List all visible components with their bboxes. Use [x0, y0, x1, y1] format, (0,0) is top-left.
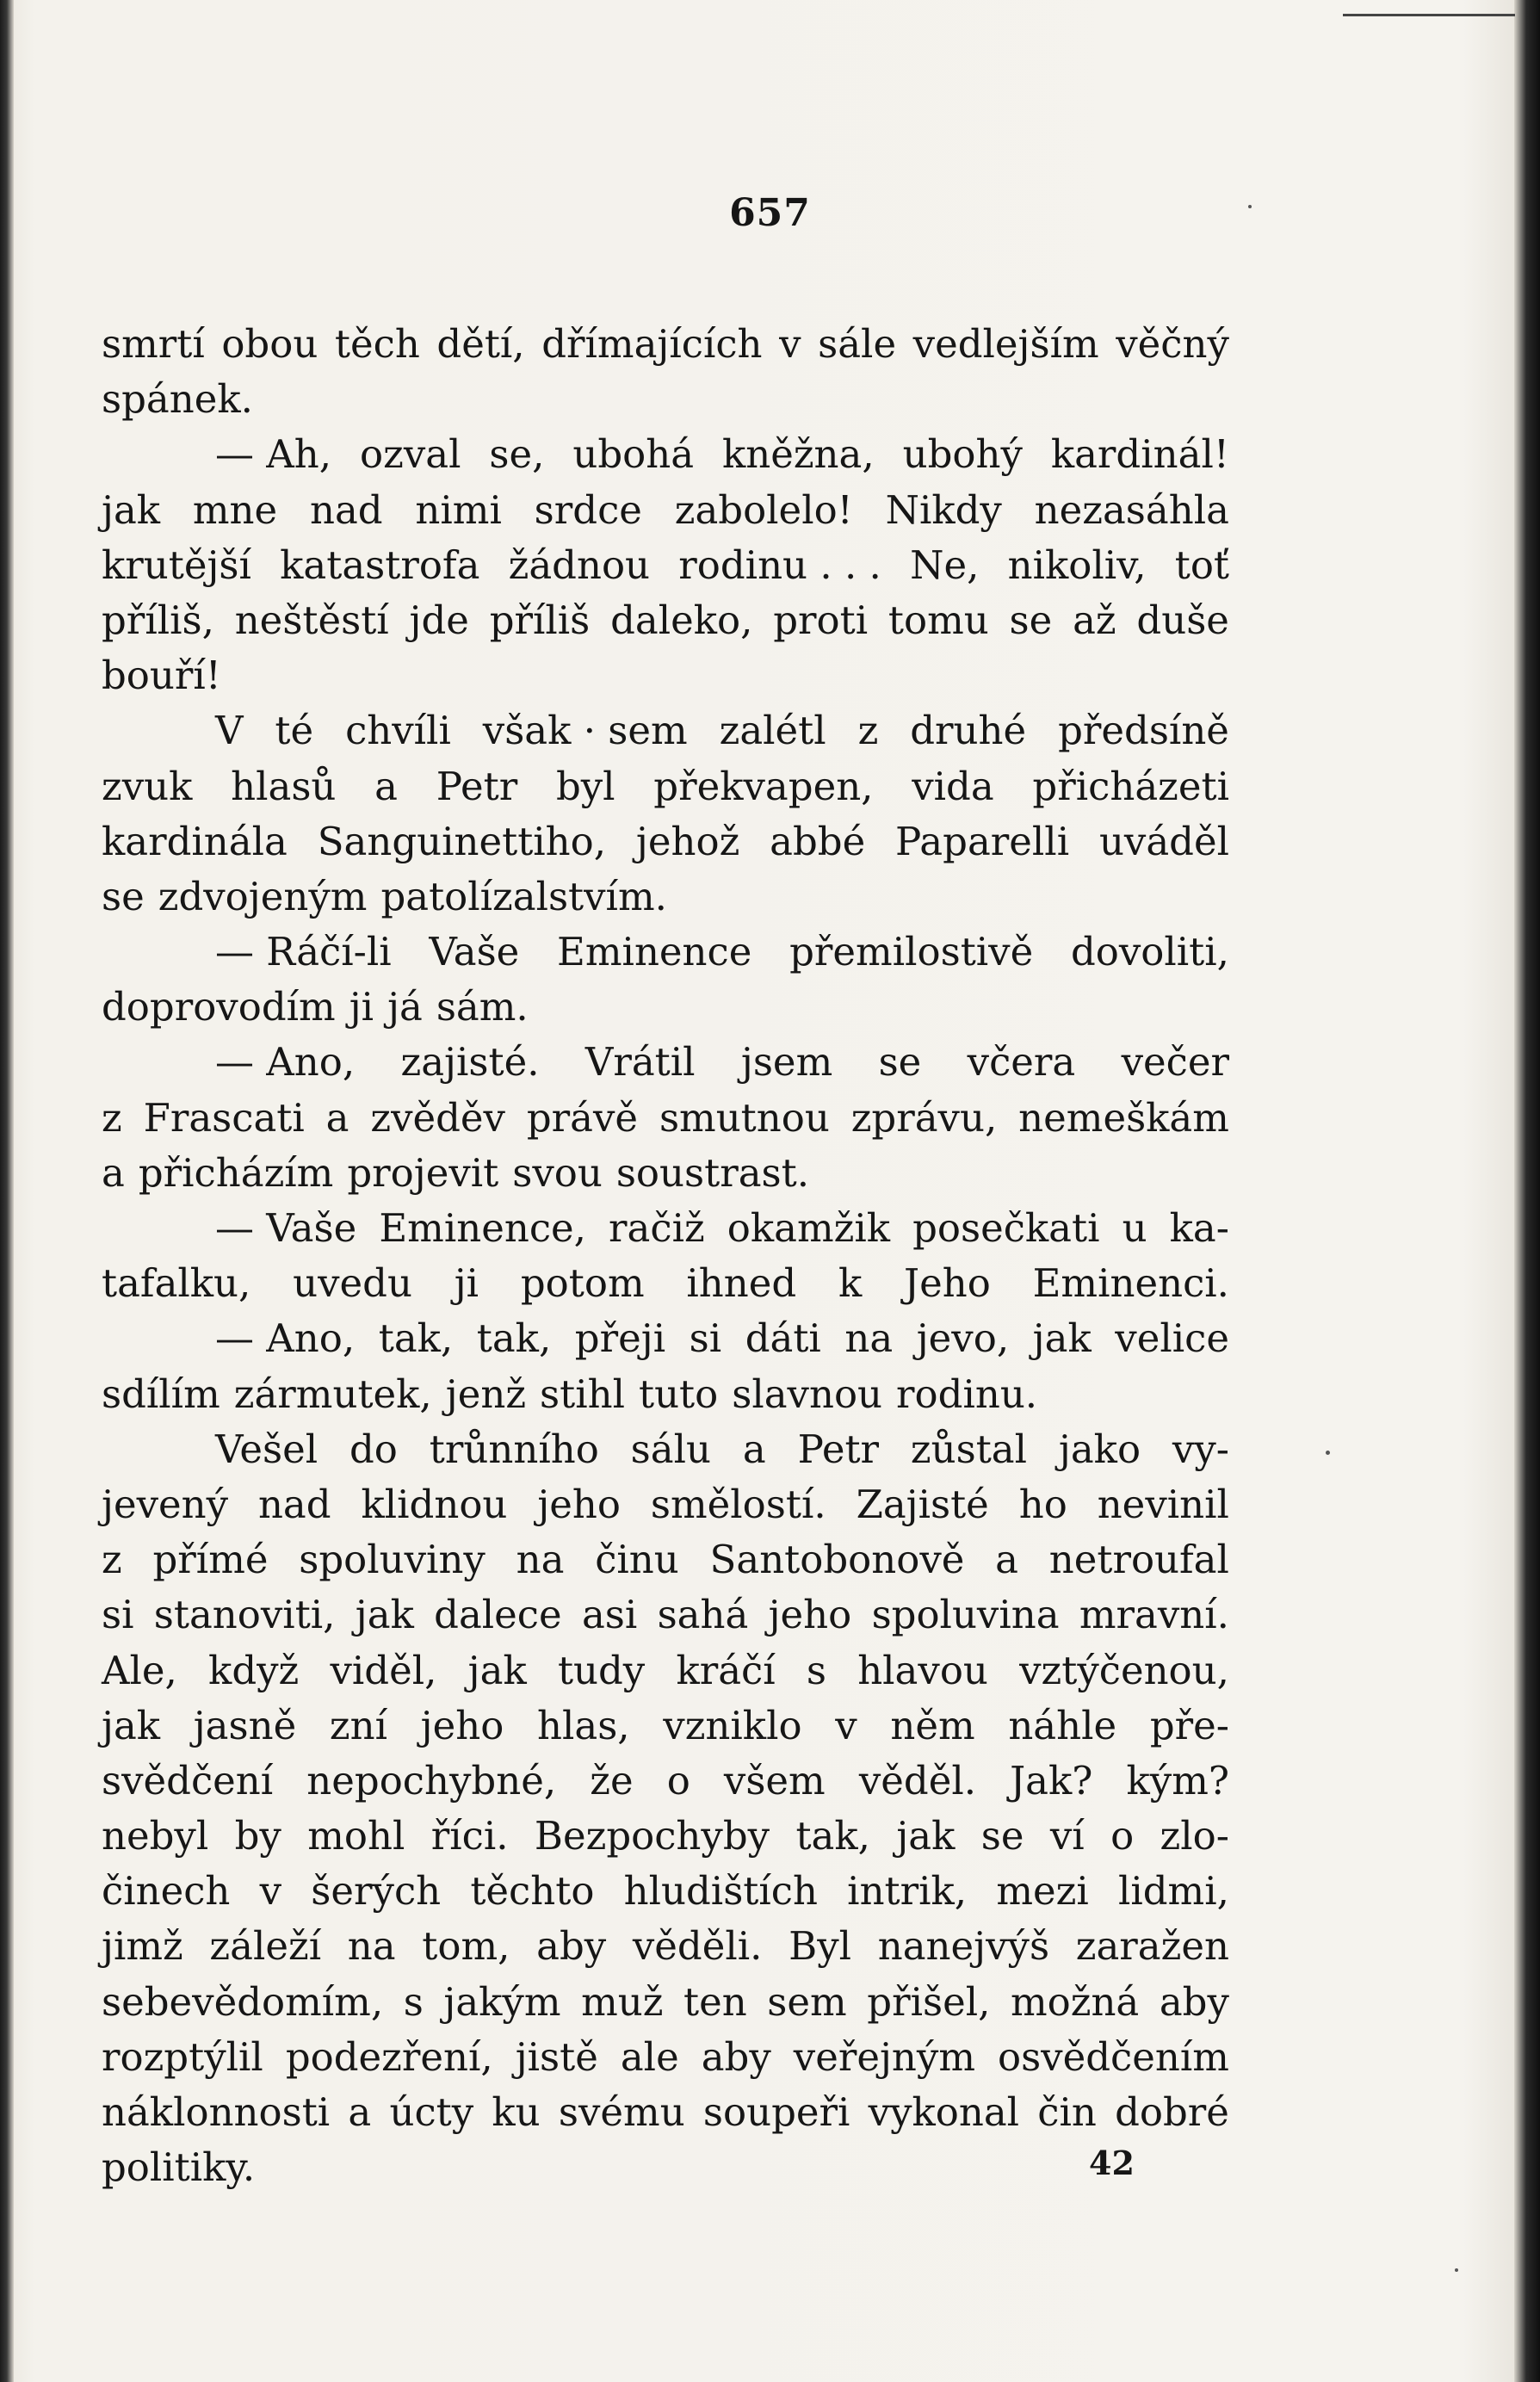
word: nanejvýš [877, 1923, 1050, 1970]
word: v [259, 1868, 282, 1915]
word: přicházím [138, 1149, 334, 1196]
word: tuto [638, 1370, 719, 1417]
word: projevit [347, 1149, 499, 1196]
word: ozval [360, 431, 461, 478]
word: velice [1115, 1315, 1229, 1362]
text-line [102, 2140, 1229, 2195]
word: říci. [430, 1813, 509, 1859]
word: na [516, 1537, 565, 1583]
text-line [102, 1754, 1229, 1809]
word: zprávu, [850, 1094, 998, 1141]
word: k [838, 1260, 863, 1307]
word: vy- [1172, 1426, 1229, 1472]
word: jehož [635, 818, 740, 864]
word: Vrátil [584, 1039, 696, 1086]
word: jimž [102, 1923, 183, 1970]
paper-speck [1326, 1451, 1330, 1455]
text-line [102, 593, 1229, 648]
word: zůstal [910, 1426, 1028, 1472]
word: politiky. [102, 2144, 256, 2191]
word: překvapen, [653, 763, 874, 809]
word: ho [1018, 1481, 1067, 1527]
word: u [1122, 1205, 1147, 1251]
word: Nikdy [885, 486, 1002, 533]
word: tak, [476, 1315, 552, 1362]
word: možná [1010, 1978, 1140, 2025]
word: smutnou [659, 1094, 830, 1141]
word: by [234, 1813, 281, 1859]
word: sdílím [102, 1370, 220, 1417]
word: však · sem [482, 708, 688, 754]
word: kardinál! [1050, 431, 1229, 478]
word: zalétl [719, 708, 826, 754]
scan-edge-mark [1343, 14, 1515, 16]
word: přemilostivě [789, 929, 1034, 975]
word: ví [1049, 1813, 1085, 1859]
text-line [102, 1919, 1229, 1974]
word: — Ah, [215, 431, 332, 478]
word: jde [409, 597, 469, 643]
word: ku [492, 2089, 541, 2135]
word: jakým [443, 1978, 561, 2025]
word: a [102, 1149, 125, 1196]
word: ihned [686, 1260, 797, 1307]
word: netroufal [1048, 1537, 1229, 1583]
word: na [844, 1315, 894, 1362]
word: jenž [445, 1370, 527, 1417]
word: potom [520, 1260, 645, 1307]
paper-speck [1248, 205, 1252, 208]
word: a [995, 1537, 1018, 1583]
word: přímé [152, 1537, 269, 1583]
word: dobré [1115, 2089, 1229, 2135]
word: úcty [389, 2089, 474, 2135]
word: o [666, 1757, 690, 1804]
word: jak [355, 1592, 414, 1638]
word: Eminence, [379, 1205, 586, 1251]
word: zdvojeným [158, 873, 368, 919]
word: slavnou [732, 1370, 883, 1417]
word: spoluviny [299, 1537, 486, 1583]
word: soupeři [702, 2089, 850, 2135]
word: všem [723, 1757, 826, 1804]
word: jak [1032, 1315, 1092, 1362]
word: se [102, 873, 145, 919]
word: rodinu . . . [678, 541, 881, 588]
word: nimi [415, 486, 502, 533]
word: okamžik [727, 1205, 891, 1251]
word: Paparelli [895, 818, 1070, 864]
text-line [102, 538, 1229, 593]
word: srdce [534, 486, 642, 533]
word: aby [701, 2033, 771, 2080]
word: — Vaše [215, 1205, 357, 1251]
word: nepochybné, [306, 1757, 557, 1804]
word: jsem [740, 1039, 833, 1086]
word: smrtí [102, 321, 205, 367]
text-line [102, 1698, 1229, 1754]
word: hlas, [537, 1702, 630, 1748]
word: zaražen [1075, 1923, 1229, 1970]
text-line [102, 1422, 1229, 1477]
word: s [403, 1978, 424, 2025]
word: kardinála [102, 818, 288, 864]
word: nad [309, 486, 383, 533]
word: asi [581, 1592, 638, 1638]
word: zní [329, 1702, 387, 1748]
word: daleko, [610, 597, 753, 643]
word: se, [489, 431, 545, 478]
word: jak [896, 1813, 956, 1859]
text-line [102, 869, 1229, 925]
text-line [102, 814, 1229, 869]
word: tom, [422, 1923, 510, 1970]
text-line [102, 1643, 1229, 1698]
word: — Ráčí-li [215, 929, 392, 975]
word: Sanguinettiho, [317, 818, 607, 864]
word: podezření, [285, 2033, 493, 2080]
word: příliš, [102, 597, 214, 643]
text-line [102, 1809, 1229, 1864]
word: dětí, [436, 321, 525, 367]
word: bouří! [102, 653, 221, 699]
word: sám. [436, 984, 529, 1030]
word: V [215, 708, 244, 754]
word: vykonal [868, 2089, 1020, 2135]
text-line [102, 703, 1229, 758]
page-left-edge [0, 0, 14, 2382]
word: sahá [657, 1592, 749, 1638]
body-text [102, 317, 1229, 2195]
page-number: 657 [729, 191, 811, 235]
word: zármutek, [233, 1370, 432, 1417]
page-right-edge [1514, 0, 1540, 2382]
word: ka- [1169, 1205, 1229, 1251]
word: aby [536, 1923, 607, 1970]
word: mne [192, 486, 278, 533]
word: — Ano, [215, 1039, 356, 1086]
word: Zajisté [856, 1481, 989, 1527]
word: vztýčenou, [1019, 1647, 1229, 1693]
word: hludištích [623, 1868, 818, 1915]
word: tomu [888, 597, 989, 643]
word: rodinu. [896, 1370, 1038, 1417]
word: krutější [102, 541, 251, 588]
text-line [102, 759, 1229, 814]
word: nikoliv, [1007, 541, 1147, 588]
word: byl [555, 763, 615, 809]
word: ji [454, 1260, 479, 1307]
word: jasně [193, 1702, 297, 1748]
word: si [102, 1592, 134, 1638]
word: hlavou [857, 1647, 988, 1693]
word: věděl. [858, 1757, 977, 1804]
text-line [102, 980, 1229, 1035]
word: se [878, 1039, 922, 1086]
word: věděli. [632, 1923, 763, 1970]
text-line [102, 2085, 1229, 2140]
word: náklonnosti [102, 2089, 331, 2135]
text-line [102, 317, 1229, 372]
word: že [590, 1757, 634, 1804]
word: těch [334, 321, 420, 367]
word: jevo, [916, 1315, 1010, 1362]
printer-signature-mark: 42 [1089, 2144, 1135, 2182]
text-line [102, 1587, 1229, 1643]
word: činu [595, 1537, 679, 1583]
text-line [102, 1367, 1229, 1422]
word: předsíně [1058, 708, 1229, 754]
word: rozptýlil [102, 2033, 263, 2080]
word: lidmi, [1117, 1868, 1229, 1915]
word: tafalku, [102, 1260, 251, 1307]
word: patolízalstvím. [380, 873, 667, 919]
word: a [325, 1094, 349, 1141]
word: aby [1159, 1978, 1229, 2025]
word: dovoliti, [1070, 929, 1229, 975]
word: kým? [1126, 1757, 1229, 1804]
word: nezasáhla [1034, 486, 1229, 533]
text-line [102, 1532, 1229, 1587]
text-line [102, 1146, 1229, 1201]
word: přišel, [867, 1978, 991, 2025]
text-line [102, 1864, 1229, 1919]
word: spánek. [102, 376, 253, 423]
word: z [102, 1094, 122, 1141]
word: něm [890, 1702, 975, 1748]
word: račiž [609, 1205, 705, 1251]
word: Petr [436, 763, 518, 809]
word: mravní. [1079, 1592, 1229, 1638]
word: ubohá [572, 431, 695, 478]
word: čin [1037, 2089, 1097, 2135]
word: smělostí. [650, 1481, 826, 1527]
word: abbé [770, 818, 866, 864]
word: nemeškám [1018, 1094, 1229, 1141]
word: Eminenci. [1032, 1260, 1229, 1307]
word: pře- [1149, 1702, 1229, 1748]
word: kráčí [676, 1647, 776, 1693]
word: vedlejším [912, 321, 1099, 367]
word: když [208, 1647, 300, 1693]
word: zvěděv [370, 1094, 505, 1141]
word: já [387, 984, 423, 1030]
word: spoluvina [871, 1592, 1060, 1638]
word: jevený [102, 1481, 229, 1527]
word: Vešel [215, 1426, 319, 1472]
text-line [102, 1035, 1229, 1090]
word: duše [1136, 597, 1229, 643]
word: trůnního [429, 1426, 599, 1472]
text-line [102, 483, 1229, 538]
word: katastrofa [280, 541, 480, 588]
text-line [102, 372, 1229, 427]
word: věčný [1116, 321, 1229, 367]
word: ten [683, 1978, 747, 2025]
word: toť [1174, 541, 1229, 588]
word: v [779, 321, 801, 367]
word: se [1009, 597, 1053, 643]
word: tak, [795, 1813, 870, 1859]
word: se [980, 1813, 1024, 1859]
word: právě [526, 1094, 639, 1141]
word: hlasů [231, 763, 337, 809]
word: Ale, [102, 1647, 177, 1693]
word: a [348, 2089, 372, 2135]
word: zlo- [1160, 1813, 1229, 1859]
word: jak [102, 1702, 161, 1748]
word: v [835, 1702, 857, 1748]
word: až [1073, 597, 1116, 643]
text-line [102, 1311, 1229, 1366]
word: tudy [557, 1647, 646, 1693]
word: z [102, 1537, 122, 1583]
word: osvědčením [998, 2033, 1229, 2080]
word: dřímajících [541, 321, 763, 367]
word: Byl [789, 1923, 852, 1970]
text-line [102, 427, 1229, 482]
word: zajisté. [400, 1039, 540, 1086]
word: tak, [378, 1315, 454, 1362]
word: přicházeti [1032, 763, 1229, 809]
text-line [102, 1201, 1229, 1256]
word: proti [773, 597, 869, 643]
word: zvuk [102, 763, 193, 809]
word: klidnou [361, 1481, 508, 1527]
word: nebyl [102, 1813, 209, 1859]
text-line [102, 648, 1229, 703]
word: a [374, 763, 398, 809]
word: jeho [420, 1702, 504, 1748]
word: ale [620, 2033, 679, 2080]
word: o [1110, 1813, 1135, 1859]
word: viděl, [330, 1647, 437, 1693]
word: Frascati [143, 1094, 305, 1141]
word: jeho [537, 1481, 621, 1527]
text-line [102, 1477, 1229, 1532]
word: jistě [515, 2033, 598, 2080]
word: muž [581, 1978, 664, 2025]
word: doprovodím [102, 984, 336, 1030]
word: příliš [489, 597, 591, 643]
word: šerých [311, 1868, 442, 1915]
word: vzniklo [663, 1702, 802, 1748]
word: Eminence [557, 929, 752, 975]
word: do [349, 1426, 398, 1472]
word: dalece [434, 1592, 562, 1638]
word: té [275, 708, 314, 754]
word: mezi [996, 1868, 1089, 1915]
word: nevinil [1097, 1481, 1229, 1527]
word: vida [912, 763, 994, 809]
word: sálu [630, 1426, 711, 1472]
text-line [102, 1091, 1229, 1146]
word: stanoviti, [153, 1592, 336, 1638]
word: sále [818, 321, 897, 367]
word: kněžna, [721, 431, 875, 478]
word: náhle [1008, 1702, 1117, 1748]
word: z [857, 708, 879, 754]
word: nad [257, 1481, 331, 1527]
word: uváděl [1098, 818, 1229, 864]
word: Jak? [1010, 1757, 1093, 1804]
word: Ne, [910, 541, 980, 588]
word: svou [512, 1149, 603, 1196]
word: Bezpochyby [534, 1813, 770, 1859]
text-line [102, 1256, 1229, 1311]
word: přeji [574, 1315, 666, 1362]
word: Vaše [429, 929, 520, 975]
word: sebevědomím, [102, 1978, 384, 2025]
word: záleží [209, 1923, 322, 1970]
word: večer [1121, 1039, 1229, 1086]
word: — Ano, [215, 1315, 356, 1362]
word: na [347, 1923, 396, 1970]
word: jako [1058, 1426, 1141, 1472]
word: Petr [797, 1426, 880, 1472]
word: soustrast. [615, 1149, 810, 1196]
word: ubohý [902, 431, 1023, 478]
word: Santobonově [709, 1537, 965, 1583]
word: si [689, 1315, 722, 1362]
paper-speck [1455, 2268, 1458, 2272]
word: sem [767, 1978, 847, 2025]
word: jak [102, 486, 161, 533]
word: uvedu [293, 1260, 412, 1307]
word: jeho [768, 1592, 852, 1638]
word: obou [221, 321, 319, 367]
word: těchto [470, 1868, 595, 1915]
word: druhé [910, 708, 1027, 754]
word: s [806, 1647, 826, 1693]
word: chvíli [345, 708, 451, 754]
word: žádnou [508, 541, 651, 588]
text-line [102, 1975, 1229, 2030]
word: svému [558, 2089, 685, 2135]
word: činech [102, 1868, 231, 1915]
word: zabolelo! [674, 486, 853, 533]
word: jak [467, 1647, 527, 1693]
word: stihl [540, 1370, 625, 1417]
word: intrik, [847, 1868, 968, 1915]
text-line [102, 925, 1229, 980]
word: veřejným [793, 2033, 975, 2080]
word: posečkati [912, 1205, 1100, 1251]
text-line [102, 2030, 1229, 2085]
word: ji [349, 984, 374, 1030]
word: Jeho [904, 1260, 991, 1307]
word: mohl [307, 1813, 405, 1859]
word: dáti [745, 1315, 821, 1362]
word: svědčení [102, 1757, 274, 1804]
word: neštěstí [234, 597, 389, 643]
word: a [742, 1426, 766, 1472]
word: včera [967, 1039, 1076, 1086]
